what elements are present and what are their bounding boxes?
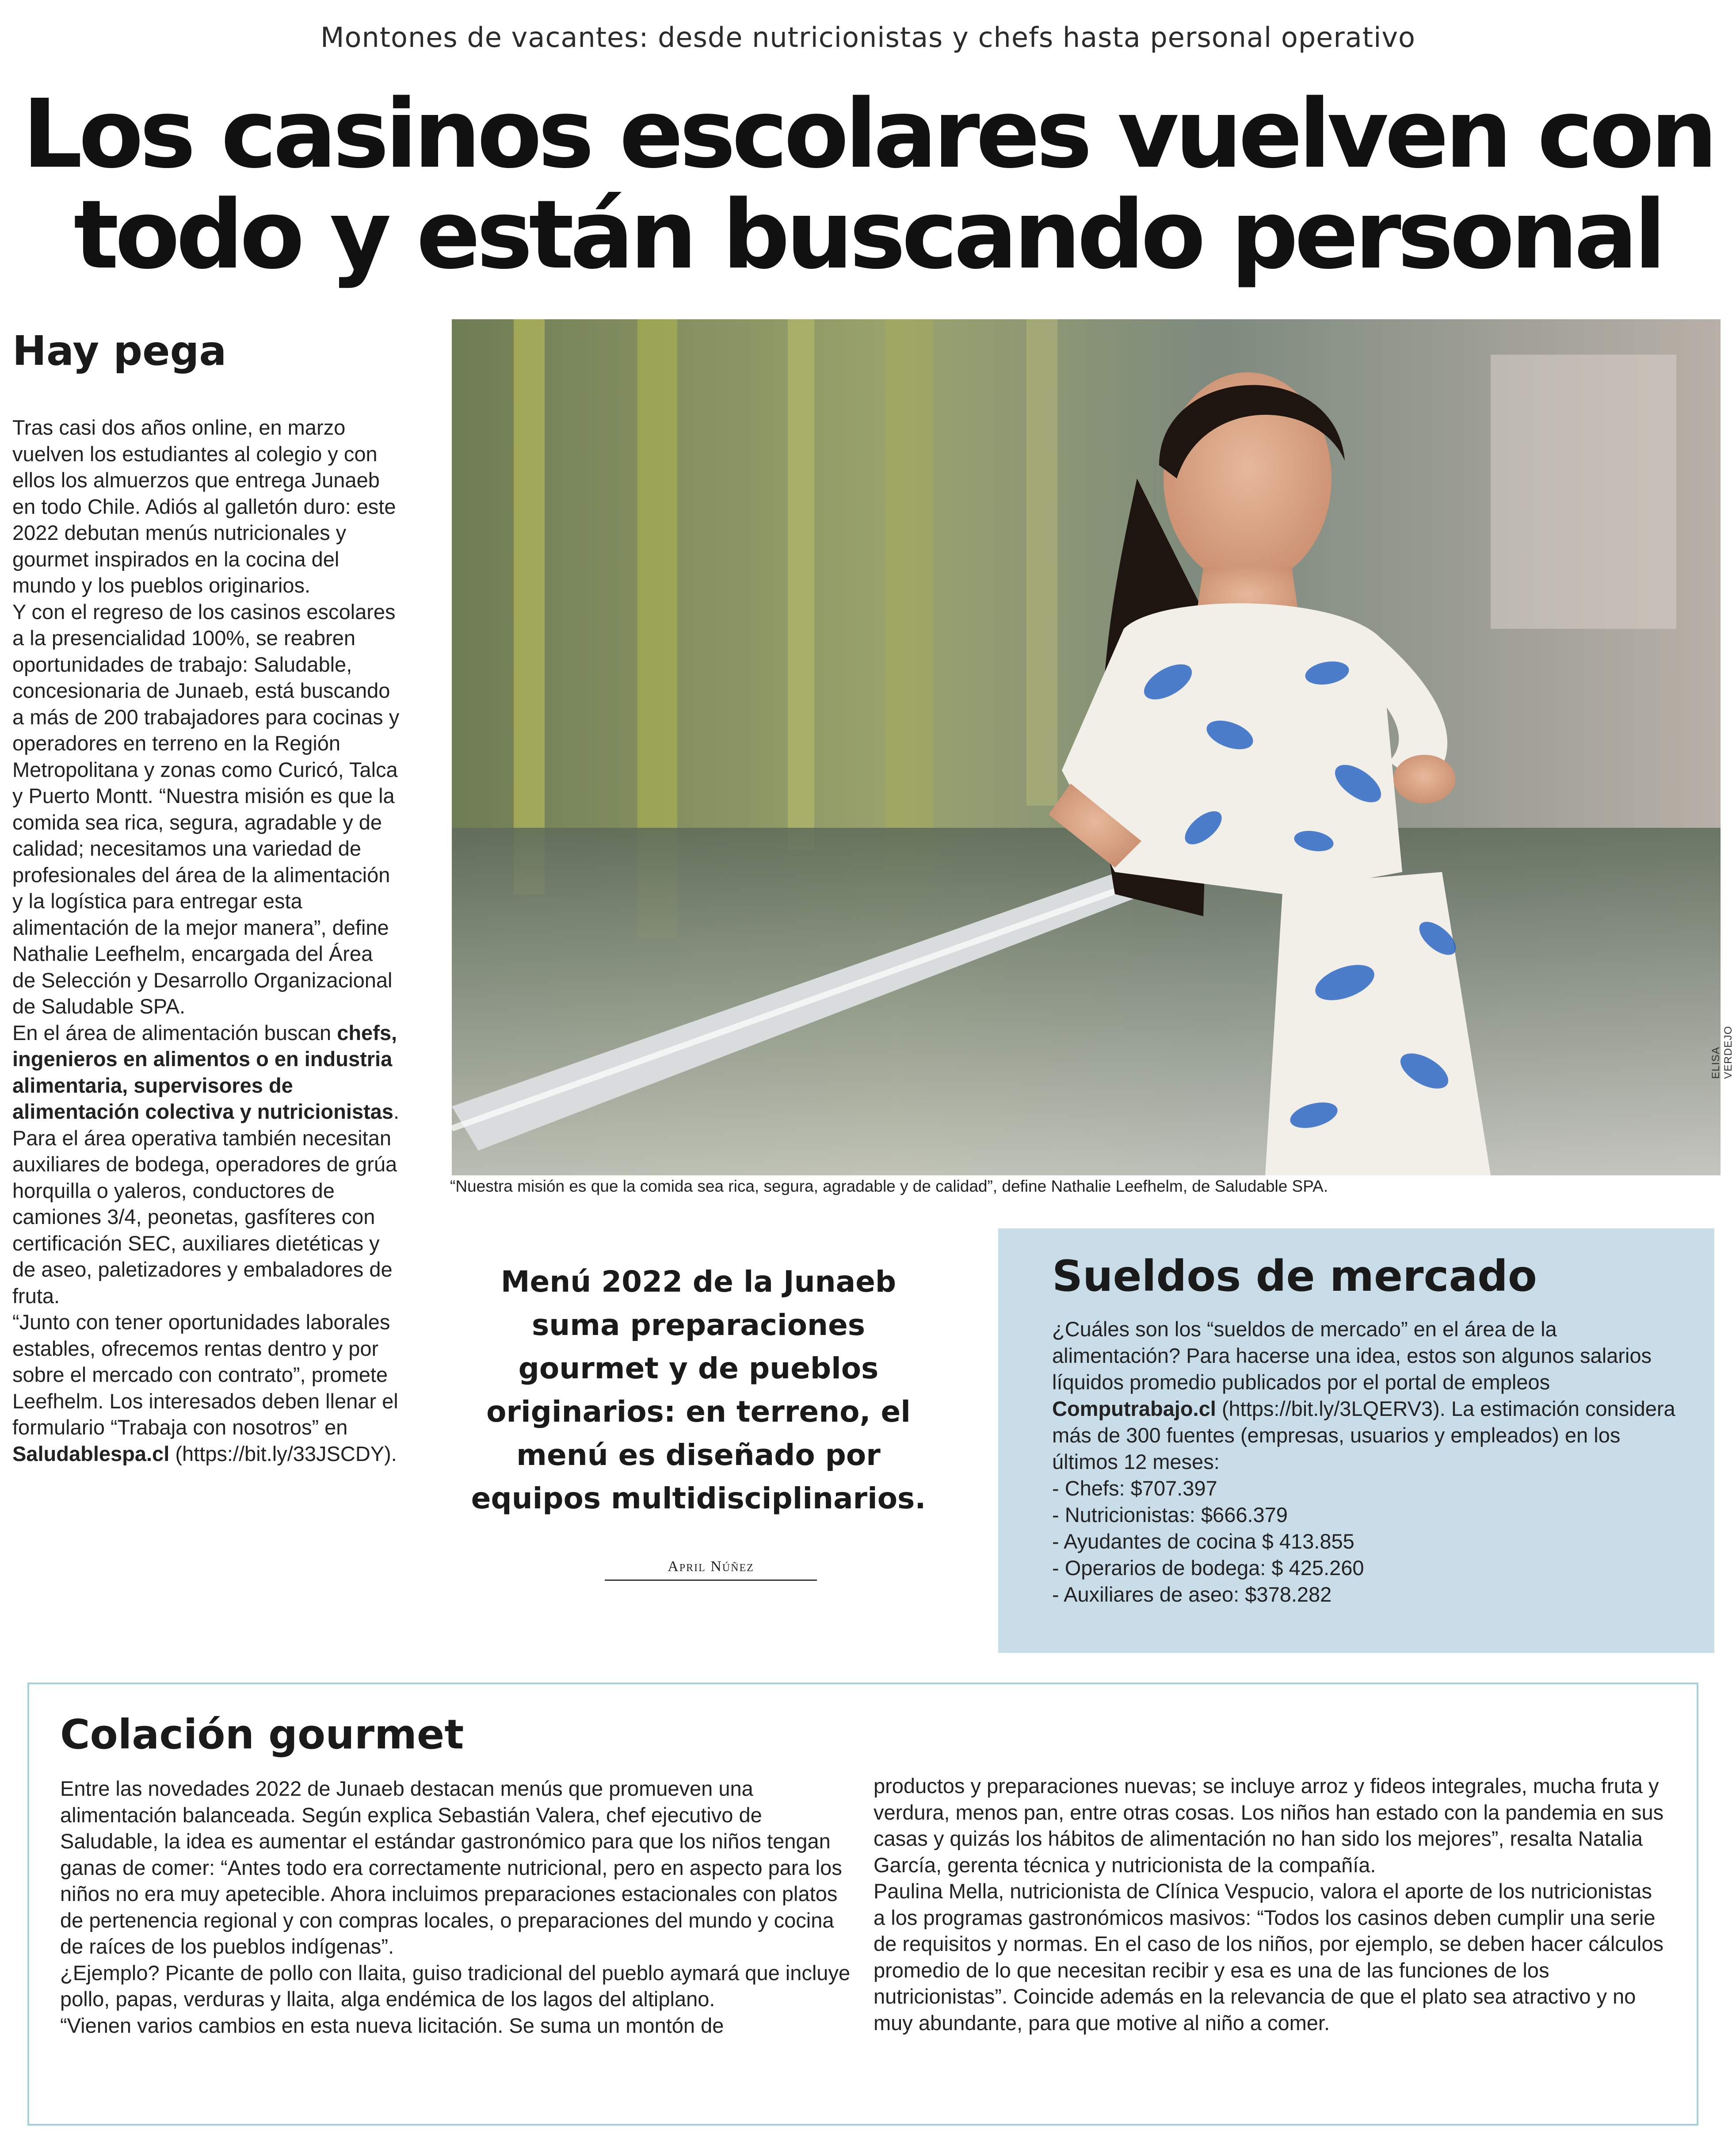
author-byline: April Núñez xyxy=(668,1558,754,1575)
photo-credit: ELISA VERDEJO xyxy=(1710,1025,1734,1079)
salary-item: - Auxiliares de aseo: $378.282 xyxy=(1052,1583,1332,1606)
hay-pega-paragraph-4 xyxy=(12,1309,401,1467)
colacion-box xyxy=(27,1683,1698,2126)
colacion-paragraph: ¿Ejemplo? Picante de pollo con llaita, guiso tradicional del pueblo aymará que incluye pollo, papas, verduras y llaita, alga endémica de los lagos del altiplano. xyxy=(60,1961,851,2011)
hay-pega-p4-lead: “Junto con tener oportunidades laborales estables, ofrecemos rentas dentro y por sobre el mercado con contrato”, promete Leefhelm. Los interesados deben llenar el formulario “Trabaja con nosotros” en xyxy=(12,1310,398,1439)
salary-item: - Operarios de bodega: $ 425.260 xyxy=(1052,1556,1364,1580)
byline-divider xyxy=(605,1580,817,1581)
headline xyxy=(0,79,1736,290)
salary-item: - Chefs: $707.397 xyxy=(1052,1476,1217,1500)
colacion-column-2 xyxy=(874,1773,1669,2036)
colacion-title: Colación gourmet xyxy=(60,1711,464,1758)
hay-pega-body xyxy=(12,414,401,1467)
sueldos-intro xyxy=(1052,1316,1689,1475)
saludablespa-link[interactable]: Saludablespa.cl xyxy=(12,1442,170,1465)
headline-line-2: todo y están buscando personal xyxy=(73,180,1663,290)
colacion-paragraph: Paulina Mella, nutricionista de Clínica Vespucio, valora el aporte de los nutricionistas a los programas gastronómicos masivos: “Todos los casinos deben cumplir una serie de requisitos y normas. En el caso de los niños, por ejemplo, se deben hacer cálculos promedio de lo que necesitan recibir y esa es una de las funciones de los nutricionistas”. Coincide además en la relevancia de que el plato sea atractivo y no muy abundante, para que motive al niño a comer. xyxy=(874,1879,1664,2035)
kicker: Montones de vacantes: desde nutricionistas y chefs hasta personal operativo xyxy=(320,21,1416,54)
salary-item: - Ayudantes de cocina $ 413.855 xyxy=(1052,1530,1354,1553)
sueldos-box xyxy=(998,1228,1714,1653)
photo-illustration xyxy=(452,319,1721,1175)
sueldos-body xyxy=(1052,1316,1689,1608)
article-photo xyxy=(452,319,1721,1175)
hay-pega-p3-rest: . Para el área operativa también necesitan auxiliares de bodega, operadores de grúa horquilla o yaleros, conductores de camiones 3/4, peonetas, gasfíteres con certificación SEC, auxiliares dietéticas y de aseo, paletizadores y embaladores de fruta. xyxy=(12,1100,400,1308)
sueldos-intro-lead: ¿Cuáles son los “sueldos de mercado” en el área de la alimentación? Para hacerse una idea, estos son algunos salarios líquidos promedio publicados por el portal de empleos xyxy=(1052,1317,1652,1394)
sueldos-title: Sueldos de mercado xyxy=(1052,1251,1537,1301)
hay-pega-title: Hay pega xyxy=(12,327,227,375)
hay-pega-p3-lead: En el área de alimentación buscan xyxy=(12,1021,332,1044)
hay-pega-column xyxy=(12,327,401,1467)
sueldos-intro-rest: (https://bit.ly/3LQERV3). La estimación considera más de 300 fuentes (empresas, usuarios y empleados) en los últimos 12 meses: xyxy=(1052,1397,1675,1473)
computrabajo-link[interactable]: Computrabajo.cl xyxy=(1052,1397,1216,1420)
hay-pega-p3-bold: chefs, ingenieros en alimentos o en industria alimentaria, supervisores de alimentación colectiva y nutricionistas xyxy=(12,1021,397,1123)
pull-quote: Menú 2022 de la Junaeb suma preparaciones gourmet y de pueblos originarios: en terreno, el menú es diseñado por equipos multidisciplinarios. xyxy=(471,1265,926,1515)
hay-pega-paragraph-2: Y con el regreso de los casinos escolares a la presencialidad 100%, se reabren oportunidades de trabajo: Saludable, concesionaria de Junaeb, está buscando a más de 200 trabajadores para cocinas y operadores en terreno en la Región Metropolitana y zonas como Curicó, Talca y Puerto Montt. “Nuestra misión es que la comida sea rica, segura, agradable y de calidad; necesitamos una variedad de profesionales del área de la alimentación y la logística para entregar esta alimentación de la mejor manera”, define Nathalie Leefhelm, encargada del Área de Selección y Desarrollo Organizacional de Saludable SPA. xyxy=(12,600,400,1018)
colacion-paragraph: “Vienen varios cambios en esta nueva licitación. Se suma un montón de xyxy=(60,2013,724,2037)
photo-caption: “Nuestra misión es que la comida sea rica, segura, agradable y de calidad”, define Nathalie Leefhelm, de Saludable SPA. xyxy=(450,1177,1328,1195)
colacion-paragraph: Entre las novedades 2022 de Junaeb destacan menús que promueven una alimentación balanceada. Según explica Sebastián Valera, chef ejecutivo de Saludable, la idea es aumentar el estándar gastronómico para que los niños tengan ganas de comer: “Antes todo era correctamente nutricional, pero en aspecto para los niños no era muy apetecible. Ahora incluimos preparaciones estacionales con platos de pertenencia regional y con compras locales, o preparaciones del mundo y cocina de raíces de los pueblos indígenas”. xyxy=(60,1777,842,1958)
headline-line-1: Los casinos escolares vuelven con xyxy=(22,79,1714,189)
salary-item: - Nutricionistas: $666.379 xyxy=(1052,1503,1288,1526)
hay-pega-paragraph-3 xyxy=(12,1020,401,1309)
saludablespa-short-link[interactable]: (https://bit.ly/33JSCDY). xyxy=(175,1442,397,1465)
hay-pega-paragraph-1: Tras casi dos años online, en marzo vuelven los estudiantes al colegio y con ellos los almuerzos que entrega Junaeb en todo Chile. Adiós al galletón duro: este 2022 debutan menús nutricionales y gourmet inspirados en la cocina del mundo y los pueblos originarios. xyxy=(12,416,396,597)
salary-list xyxy=(1052,1475,1689,1608)
colacion-column-1 xyxy=(60,1775,856,2039)
colacion-paragraph: productos y preparaciones nuevas; se incluye arroz y fideos integrales, mucha fruta y verdura, menos pan, entre otras cosas. Los niños han estado con la pandemia en sus casas y quizás los hábitos de alimentación no han sido los mejores”, resalta Natalia García, gerenta técnica y nutricionista de la compañía. xyxy=(874,1774,1664,1877)
